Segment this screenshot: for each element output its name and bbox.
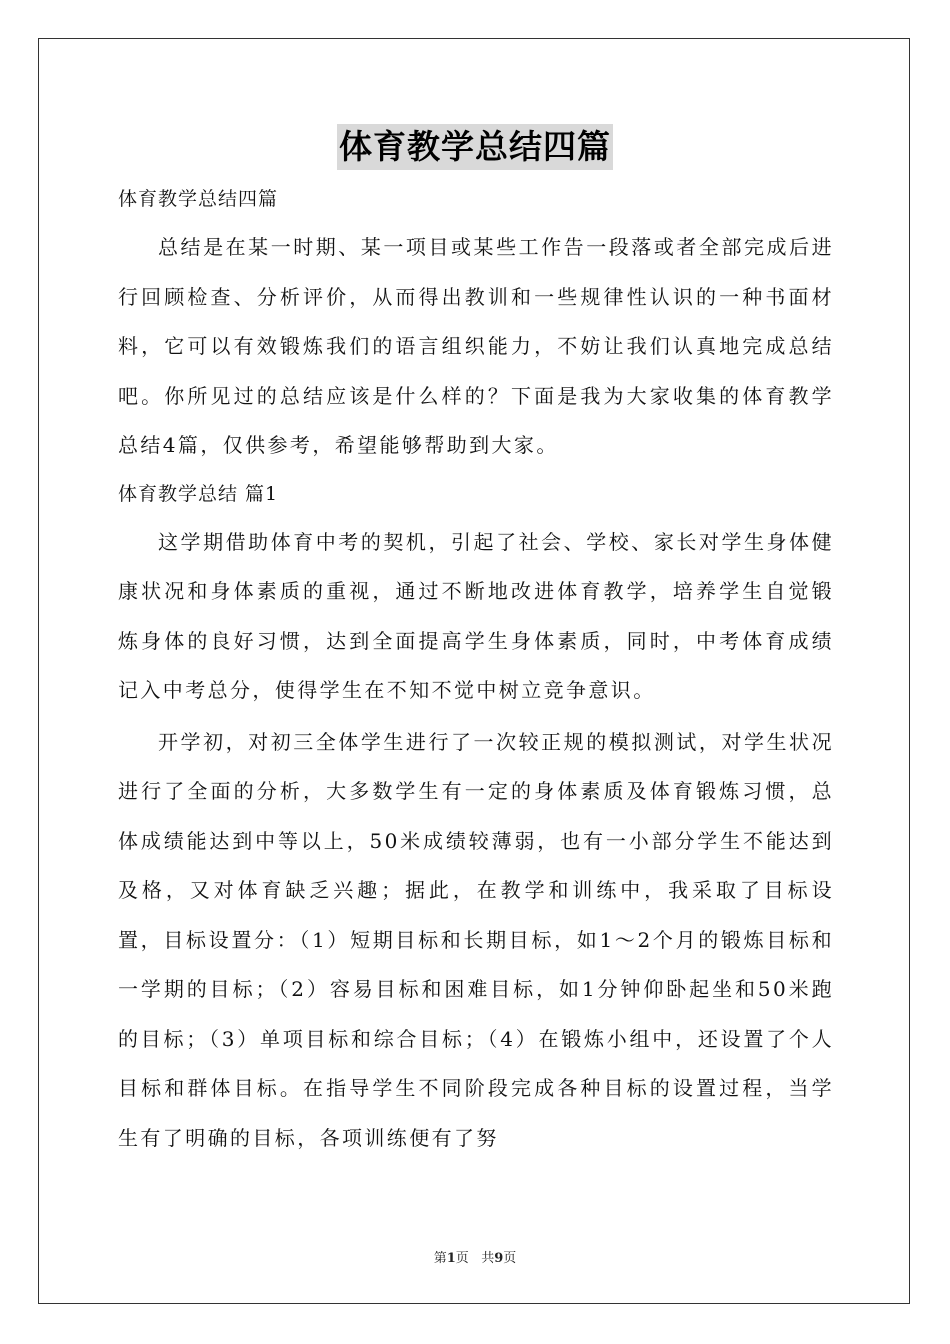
page-label-suffix: 页 — [455, 1251, 469, 1266]
page-footer — [0, 1247, 950, 1266]
current-page-number: 1 — [446, 1251, 456, 1266]
section-heading: 体育教学总结 篇1 — [118, 482, 279, 505]
page-label-prefix: 第 — [433, 1251, 447, 1266]
body-paragraph-1: 这学期借助体育中考的契机，引起了社会、学校、家长对学生身体健康状况和身体素质的重视，通过不断地改进体育教学，培养学生自觉锻炼身体的良好习惯，达到全面提高学生身体素质，同时，中考体育成绩记入中考总分，使得学生在不知不觉中树立竞争意识。 — [118, 529, 834, 702]
total-label-suffix: 页 — [503, 1251, 517, 1266]
title-container — [0, 124, 950, 170]
total-page-number: 9 — [494, 1251, 504, 1266]
total-label-prefix: 共 — [481, 1251, 495, 1266]
intro-paragraph: 总结是在某一时期、某一项目或某些工作告一段落或者全部完成后进行回顾检查、分析评价，从而得出教训和一些规律性认识的一种书面材料，它可以有效锻炼我们的语言组织能力，不妨让我们认真地完成总结吧。你所见过的总结应该是什么样的？下面是我为大家收集的体育教学总结4篇，仅供参考，希望能够帮助到大家。 — [118, 235, 834, 457]
document-subtitle: 体育教学总结四篇 — [118, 188, 279, 210]
document-title: 体育教学总结四篇 — [337, 124, 613, 170]
body-paragraph-2: 开学初，对初三全体学生进行了一次较正规的模拟测试，对学生状况进行了全面的分析，大多数学生有一定的身体素质及体育锻炼习惯，总体成绩能达到中等以上，50米成绩较薄弱，也有一小部分学生不能达到及格，又对体育缺乏兴趣；据此，在教学和训练中，我采取了目标设置，目标设置分：（1）短期目标和长期目标，如1～2个月的锻炼目标和一学期的目标；（2）容易目标和困难目标，如1分钟仰卧起坐和50米跑的目标；（3）单项目标和综合目标；（4）在锻炼小组中，还设置了个人目标和群体目标。在指导学生不同阶段完成各种目标的设置过程，当学生有了明确的目标，各项训练便有了努 — [118, 729, 834, 1150]
document-body — [118, 176, 834, 1163]
